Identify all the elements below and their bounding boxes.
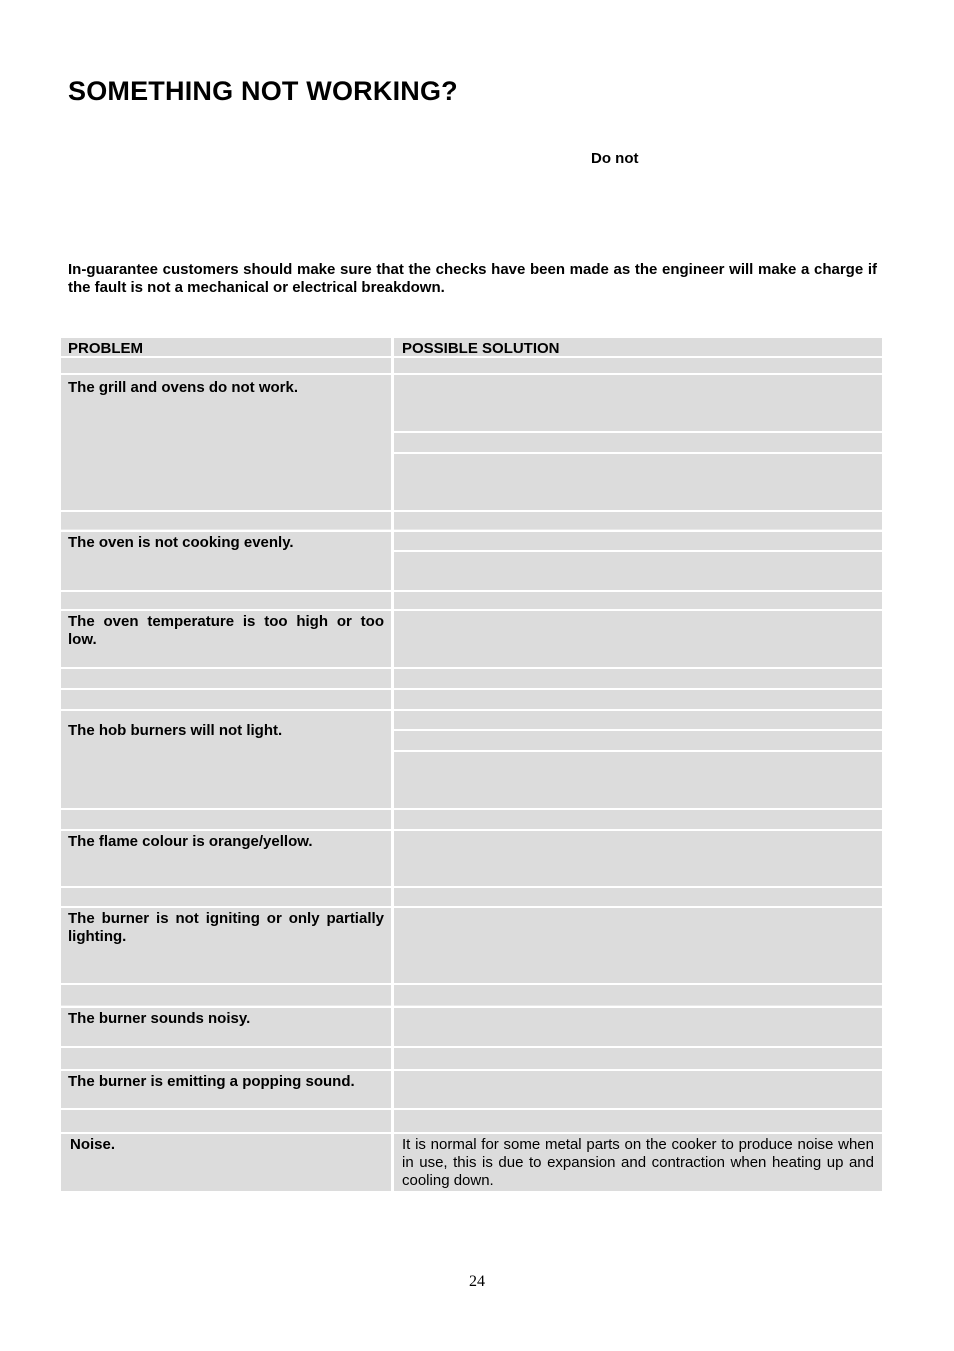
spacer-row xyxy=(61,690,882,709)
table-row xyxy=(61,831,882,886)
page-number: 24 xyxy=(469,1273,485,1290)
spacer-row xyxy=(61,669,882,688)
warning-fragment: Do not xyxy=(591,150,639,167)
spacer-row xyxy=(61,1048,882,1069)
problem-cell: The hob burners will not light. xyxy=(61,711,391,808)
spacer-row xyxy=(61,592,882,609)
column-header-problem: PROBLEM xyxy=(61,338,391,356)
column-header-solution: POSSIBLE SOLUTION xyxy=(394,338,882,356)
table-row xyxy=(61,375,882,510)
spacer-row xyxy=(61,810,882,829)
problem-cell: The flame colour is orange/yellow. xyxy=(61,831,391,886)
solution-cell xyxy=(394,611,882,667)
problem-cell: Noise. xyxy=(61,1134,391,1191)
solution-cell xyxy=(394,375,882,510)
table-row xyxy=(61,1008,882,1046)
problem-cell: The burner sounds noisy. xyxy=(61,1008,391,1046)
table-row xyxy=(61,611,882,667)
solution-cell xyxy=(394,532,882,590)
spacer-row xyxy=(61,888,882,906)
solution-cell xyxy=(394,1008,882,1046)
table-row xyxy=(61,908,882,983)
table-header-row xyxy=(61,338,882,356)
problem-cell: The oven temperature is too high or too low. xyxy=(61,611,391,667)
troubleshooting-table xyxy=(61,338,882,1193)
solution-cell xyxy=(394,1071,882,1108)
table-row xyxy=(61,711,882,808)
problem-cell: The oven is not cooking evenly. xyxy=(61,532,391,590)
solution-cell xyxy=(394,711,882,808)
problem-cell: The burner is not igniting or only partially lighting. xyxy=(61,908,391,983)
table-row xyxy=(61,532,882,590)
spacer-row xyxy=(61,358,882,373)
solution-cell xyxy=(394,831,882,886)
problem-cell: The grill and ovens do not work. xyxy=(61,375,391,510)
solution-cell xyxy=(394,908,882,983)
solution-cell: It is normal for some metal parts on the cooker to produce noise when in use, this is due to expansion and contraction when heating up and cooling down. xyxy=(394,1134,882,1191)
intro-paragraph: In-guarantee customers should make sure that the checks have been made as the engineer will make a charge if the fault is not a mechanical or electrical breakdown. xyxy=(68,261,877,296)
page-title: SOMETHING NOT WORKING? xyxy=(68,76,458,106)
table-row xyxy=(61,1134,882,1191)
spacer-row xyxy=(61,512,882,530)
problem-cell: The burner is emitting a popping sound. xyxy=(61,1071,391,1108)
spacer-row xyxy=(61,985,882,1006)
table-row xyxy=(61,1071,882,1108)
spacer-row xyxy=(61,1110,882,1132)
